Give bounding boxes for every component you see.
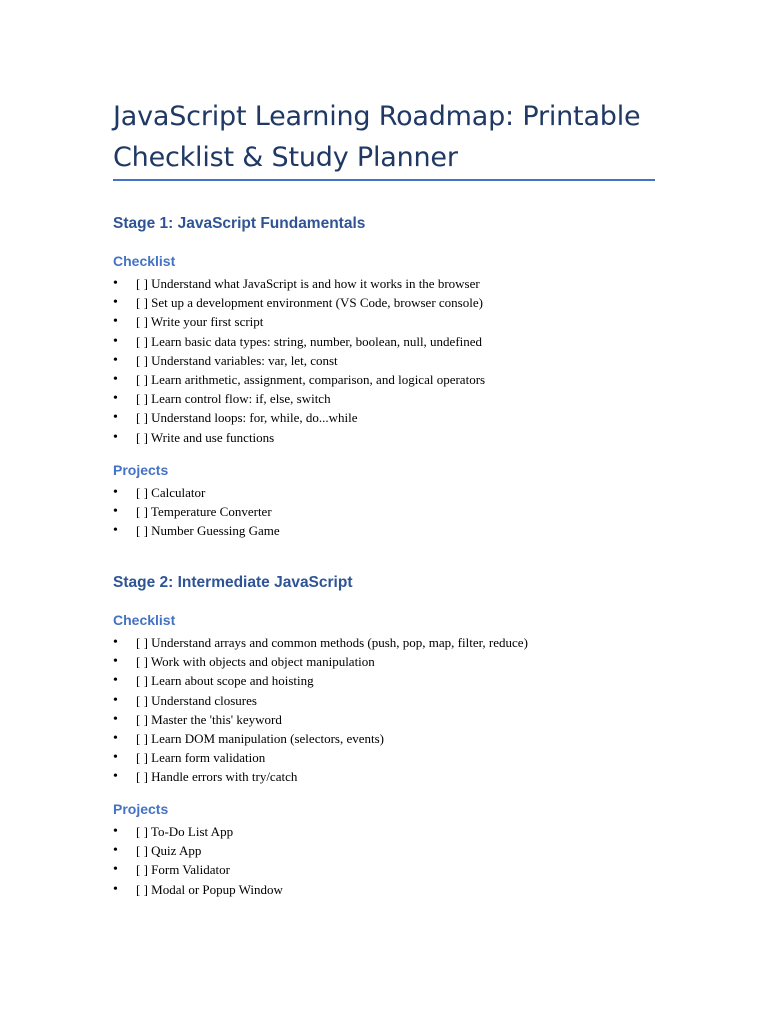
checklist-item-label: [ ] Write your first script [136,314,264,330]
bullet-icon: • [113,750,118,766]
checklist-item-label: [ ] Understand arrays and common methods (push, pop, map, filter, reduce) [136,635,528,650]
checklist-item [113,428,658,447]
checklist-item [113,293,658,312]
bullet-icon: • [113,410,118,426]
bullet-icon: • [113,711,118,727]
project-item-label: [ ] Calculator [136,485,206,500]
stage-1-projects-heading: Projects [113,462,169,478]
bullet-icon: • [113,429,118,445]
stage-1-heading: Stage 1: JavaScript Fundamentals [113,215,366,232]
checklist-item [113,671,658,690]
checklist-item [113,767,658,786]
stage-2-checklist-heading: Checklist [113,612,176,628]
checklist-item-label: [ ] Learn arithmetic, assignment, comparison, and logical operators [136,371,486,387]
checklist-item-label: [ ] Learn basic data types: string, number, boolean, null, undefined [136,333,483,349]
project-item [113,483,658,502]
checklist-item [113,633,658,652]
bullet-icon: • [113,881,118,897]
project-item [113,841,658,860]
stage-2-checklist [113,633,658,787]
checklist-item-label: [ ] Learn about scope and hoisting [136,673,314,689]
bullet-icon: • [113,352,118,368]
stage-1-projects [113,483,658,541]
bullet-icon: • [113,654,118,670]
checklist-item [113,710,658,729]
checklist-item [113,312,658,331]
bullet-icon: • [113,730,118,746]
checklist-item [113,389,658,408]
checklist-item-label: [ ] Understand what JavaScript is and how it works in the browser [136,276,480,291]
checklist-item-label: [ ] Work with objects and object manipulation [136,654,375,670]
bullet-icon: • [113,769,118,785]
checklist-item-label: [ ] Handle errors with try/catch [136,769,298,785]
project-item-label: [ ] To-Do List App [136,824,234,839]
bullet-icon: • [113,504,118,520]
bullet-icon: • [113,673,118,689]
bullet-icon: • [113,314,118,330]
project-item [113,822,658,841]
checklist-item [113,748,658,767]
checklist-item-label: [ ] Understand variables: var, let, const [136,352,338,368]
project-item-label: [ ] Form Validator [136,862,230,878]
checklist-item-label: [ ] Understand closures [136,692,257,708]
checklist-item [113,691,658,710]
checklist-item-label: [ ] Learn DOM manipulation (selectors, events) [136,730,385,746]
project-item [113,880,658,899]
checklist-item-label: [ ] Understand loops: for, while, do...while [136,410,358,426]
project-item [113,860,658,879]
checklist-item-label: [ ] Learn control flow: if, else, switch [136,391,331,407]
stage-1-checklist [113,274,658,447]
project-item [113,502,658,521]
bullet-icon: • [113,824,118,839]
project-item [113,521,658,540]
checklist-item [113,274,658,293]
bullet-icon: • [113,276,118,291]
bullet-icon: • [113,862,118,878]
stage-2-heading: Stage 2: Intermediate JavaScript [113,574,353,591]
bullet-icon: • [113,692,118,708]
checklist-item-label: [ ] Learn form validation [136,750,266,766]
checklist-item [113,652,658,671]
bullet-icon: • [113,391,118,407]
checklist-item [113,370,658,389]
bullet-icon: • [113,635,118,650]
project-item-label: [ ] Quiz App [136,843,202,859]
checklist-item [113,408,658,427]
bullet-icon: • [113,371,118,387]
project-item-label: [ ] Temperature Converter [136,504,272,520]
project-item-label: [ ] Modal or Popup Window [136,881,283,897]
checklist-item-label: [ ] Set up a development environment (VS Code, browser console) [136,295,483,311]
stage-2-projects [113,822,658,899]
bullet-icon: • [113,295,118,311]
project-item-label: [ ] Number Guessing Game [136,523,280,539]
document-title: JavaScript Learning Roadmap: Printable Checklist & Study Planner [113,101,641,173]
bullet-icon: • [113,843,118,859]
bullet-icon: • [113,485,118,500]
checklist-item [113,729,658,748]
checklist-item-label: [ ] Write and use functions [136,429,275,445]
stage-1-checklist-heading: Checklist [113,253,176,269]
checklist-item [113,351,658,370]
checklist-item [113,332,658,351]
stage-2-projects-heading: Projects [113,801,169,817]
checklist-item-label: [ ] Master the 'this' keyword [136,711,282,727]
title-underline-rule [113,179,655,181]
bullet-icon: • [113,333,118,349]
bullet-icon: • [113,523,118,539]
